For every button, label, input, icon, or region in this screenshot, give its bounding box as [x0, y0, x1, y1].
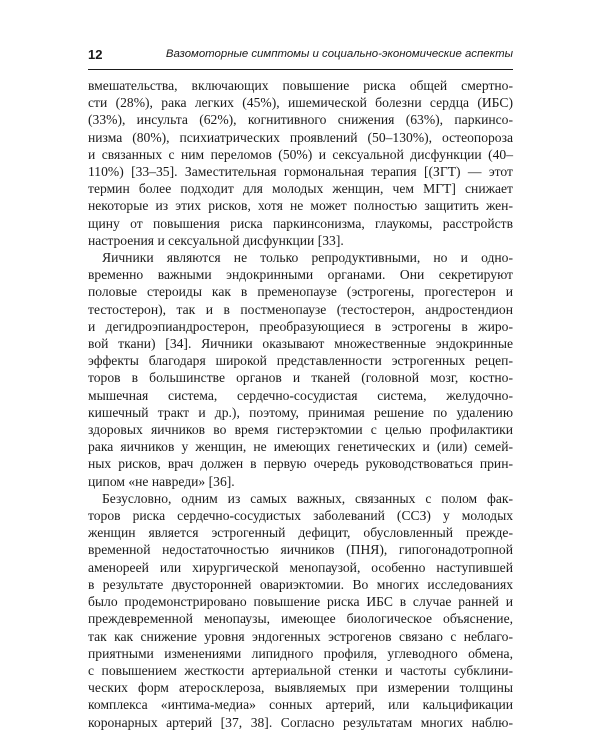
text-line: рака яичников у женщин, не имеющих генетических и (или) семей- [88, 439, 513, 455]
header-rule [88, 69, 513, 70]
text-line: эффекты благодаря широкой представленности эстрогенных рецеп- [88, 353, 513, 369]
text-line: торов в большинстве органов и тканей (головной мозг, костно- [88, 370, 513, 386]
text-line: ципом «не навреди» [36]. [88, 473, 235, 489]
text-line: так как снижение уровня эндогенных эстрогенов связано с неблаго- [88, 628, 513, 644]
paragraph [88, 77, 513, 249]
body-text [88, 77, 513, 731]
text-line: настроения и сексуальной дисфункции [33]. [88, 232, 344, 248]
text-line: (33%), инсульта (62%), когнитивного снижения (63%), паркинсо- [88, 112, 513, 128]
text-line: вмешательства, включающих повышение риска общей смертно- [88, 78, 513, 93]
text-line: некоторые из этих рисков, хотя не может полностью защитить жен- [88, 198, 513, 214]
text-line: было продемонстрировано повышение риска ИБС в случае ранней и [88, 594, 513, 610]
text-line: здоровых яичников во время гистерэктомии с целью профилактики [88, 422, 513, 438]
text-line: тестостерон), так и в постменопаузе (тестостерон, андростендион [88, 301, 513, 317]
paragraph [88, 490, 513, 731]
text-line: аменореей или хирургической менопаузой, особенно наступившей [88, 559, 513, 575]
text-line: и дегидроэпиандростерон, преобразующиеся в эстрогены в жиро- [88, 318, 513, 334]
text-line: сти (28%), рака легких (45%), ишемической болезни сердца (ИБС) [88, 95, 513, 111]
paragraph [88, 249, 513, 490]
text-line: 110%) [33–35]. Заместительная гормональная терапия [(ЗГТ) — этот [88, 164, 513, 180]
text-line: коронарных артерий [37, 38]. Согласно результатам многих наблю- [88, 714, 513, 730]
text-line: половые стероиды как в пременопаузе (эстрогены, прогестерон и [88, 284, 513, 300]
text-line: мышечная система, сердечно-сосудистая система, желудочно- [88, 387, 513, 403]
running-title: Вазомоторные симптомы и социально-экономические аспекты [165, 48, 513, 60]
text-line: ческих форм атеросклероза, выявляемых при измерении толщины [88, 680, 513, 696]
text-line: низма (80%), психиатрических проявлений (50–130%), остеопороза [88, 129, 513, 145]
text-line: и связанных с ним переломов (50%) и сексуальной дисфункции (40– [88, 146, 513, 162]
text-line: в результате двусторонней овариэктомии. Во многих исследованиях [88, 576, 513, 592]
text-line: с повышением жесткости артериальной стенки и частоты субклини- [88, 662, 513, 678]
text-line: временной недостаточностью яичников (ПНЯ), гипогонадотропной [88, 542, 513, 558]
running-header [88, 46, 513, 64]
text-line: женщин является эстрогенный дефицит, обусловленный прежде- [88, 525, 513, 541]
text-line: щину от повышения риска паркинсонизма, глаукомы, расстройств [88, 215, 513, 231]
text-line: Безусловно, одним из самых важных, связанных с полом фак- [102, 490, 513, 506]
text-line: преждевременной менопаузы, имеющее биологическое объяснение, [88, 611, 513, 627]
text-line: комплекса «интима-медиа» сонных артерий, или кальцификации [88, 697, 513, 713]
text-line: Яичники являются не только репродуктивными, но и одно- [102, 250, 513, 266]
text-line: ных рисков, врач должен в первую очередь руководствоваться прин- [88, 456, 513, 472]
text-line: вой ткани) [34]. Яичники оказывают множественные эндокринные [88, 336, 513, 352]
text-line: кишечный тракт и др.), поэтому, принимая решение по удалению [88, 404, 513, 420]
text-line: временно важными эндокринными органами. Они секретируют [88, 267, 513, 283]
text-line: торов риска сердечно-сосудистых заболеваний (ССЗ) у молодых [88, 508, 513, 524]
text-line: термин более подходит для молодых женщин, чем МГТ] снижает [88, 181, 513, 197]
text-line: приятными изменениями липидного профиля, углеводного обмена, [88, 645, 513, 661]
page-number: 12 [88, 47, 103, 62]
